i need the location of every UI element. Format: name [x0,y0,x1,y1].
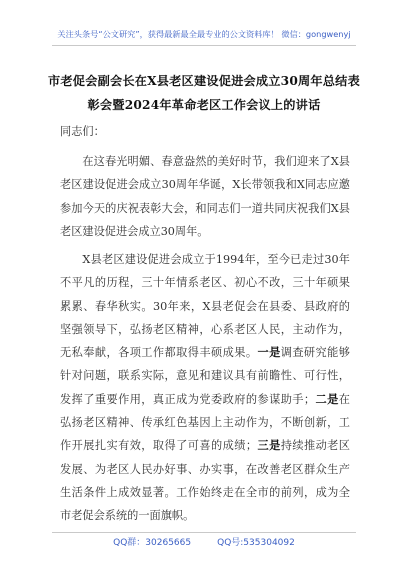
point-1-text: 调查研究能够针对问题，联系实际，意见和建议具有前瞻性、可行性，发挥了重要作用，真正成为党委政府的参谋助手； [60,346,350,406]
salutation: 同志们： [60,125,105,138]
footer-divider [52,532,356,533]
paragraph-1: 在这春光明媚、春意盎然的美好时节，我们迎来了X县老区建设促进会成立30周年华诞，X长带领我和X同志应邀参加今天的庆祝表彰大会，和同志们一道共同庆祝我们X县老区建设促进会成立30周年。 [60,155,350,238]
point-3-label: 三是 [257,438,281,453]
footer-banner [0,535,408,548]
paragraph-2 [60,248,350,528]
document-title-line2: 彰会暨2024年革命老区工作会议上的讲话 [87,98,321,112]
document-title-line1: 市老促会副会长在X县老区建设促进会成立30周年总结表 [48,74,360,88]
footer-qq-contact: QQ号:535304092 [217,538,295,548]
paragraph-2-intro: X县老区建设促进会成立于1994年，至今已走过30年不平凡的历程，三十年情系老区、初心不改，三十年硕果累累、春华秋实。30年来，X县老促会在县委、县政府的坚强领导下，弘扬老区精神，心系老区人民，主动作为，无私奉献，各项工作都取得丰硕成果。 [60,253,350,360]
footer-qq-group: QQ群：30265665 [113,538,192,548]
point-1-label: 一是 [257,345,281,360]
point-3-text: 持续推动老区发展、为老区人民办好事、办实事，在改善老区群众生产生活条件上成效显著。工作始终走在全市的前列，成为全市老促会系统的一面旗帜。 [60,439,350,523]
point-2-text: 在弘扬老区精神、传承红色基因上主动作为，不断创新，工作开展扎实有效，取得了可喜的成绩； [60,392,350,453]
header-divider [52,45,356,46]
point-2-label: 二是 [315,391,339,406]
header-banner: 关注头条号“公文研究”，获得最新最全最专业的公文资料库！ 微信：gongwenyj [57,29,351,39]
